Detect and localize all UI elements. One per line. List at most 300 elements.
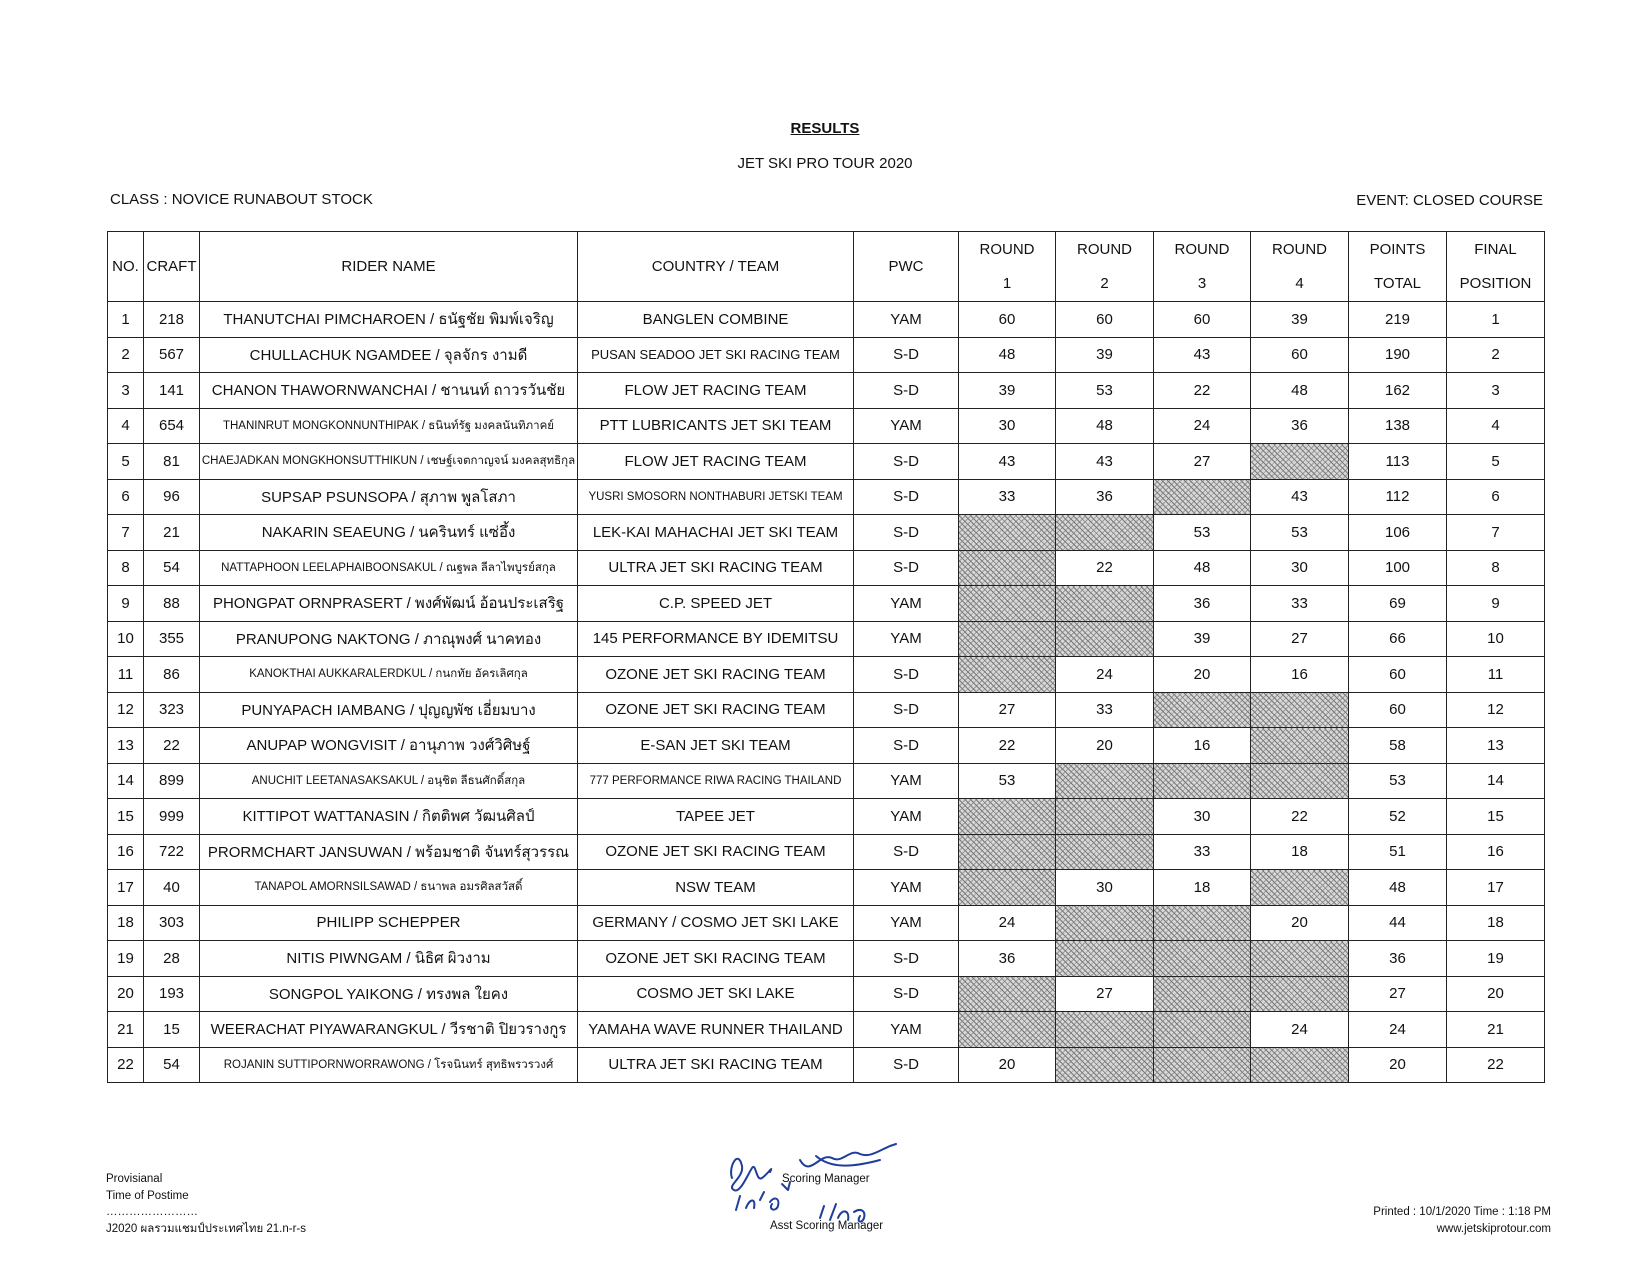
header-round-2-top: ROUND	[1077, 240, 1132, 258]
cell-points-total: 219	[1349, 302, 1447, 338]
cell-no: 8	[108, 550, 144, 586]
cell-pwc: YAM	[854, 763, 959, 799]
cell-rider-name: KANOKTHAI AUKKARALERDKUL / กนกทัย อัครเลิศกุล	[200, 657, 578, 693]
cell-round-2: 36	[1056, 479, 1154, 515]
cell-craft: 323	[144, 692, 200, 728]
asst-scoring-manager-label: Asst Scoring Manager	[770, 1219, 884, 1232]
cell-final-position: 6	[1447, 479, 1545, 515]
cell-round-1: 20	[959, 1047, 1056, 1083]
cell-rider-name: ROJANIN SUTTIPORNWORRAWONG / โรจนินทร์ สุทธิพรวรวงศ์	[200, 1047, 578, 1083]
cell-no: 1	[108, 302, 144, 338]
cell-rider-name: PRANUPONG NAKTONG / ภาณุพงศ์ นาคทอง	[200, 621, 578, 657]
cell-round-1: 22	[959, 728, 1056, 764]
cell-pwc: S-D	[854, 728, 959, 764]
cell-pwc: S-D	[854, 373, 959, 409]
cell-no: 16	[108, 834, 144, 870]
cell-round-1	[959, 976, 1056, 1012]
cell-country-team: LEK-KAI MAHACHAI JET SKI TEAM	[578, 515, 854, 551]
printed-timestamp: Printed : 10/1/2020 Time : 1:18 PM	[1373, 1206, 1551, 1218]
cell-points-total: 138	[1349, 408, 1447, 444]
table-row	[108, 621, 1545, 657]
header-round-1-bottom: 1	[1002, 274, 1012, 292]
table-row	[108, 657, 1545, 693]
cell-round-4: 24	[1251, 1012, 1349, 1048]
cell-round-2	[1056, 941, 1154, 977]
cell-craft: 218	[144, 302, 200, 338]
cell-final-position: 3	[1447, 373, 1545, 409]
cell-round-1	[959, 586, 1056, 622]
cell-country-team: OZONE JET SKI RACING TEAM	[578, 834, 854, 870]
cell-country-team: COSMO JET SKI LAKE	[578, 976, 854, 1012]
cell-craft: 81	[144, 444, 200, 480]
cell-craft: 999	[144, 799, 200, 835]
cell-points-total: 24	[1349, 1012, 1447, 1048]
table-row	[108, 763, 1545, 799]
cell-round-1	[959, 799, 1056, 835]
cell-craft: 40	[144, 870, 200, 906]
cell-pwc: YAM	[854, 799, 959, 835]
table-row	[108, 302, 1545, 338]
cell-round-3	[1154, 976, 1251, 1012]
header-final-bottom: POSITION	[1459, 274, 1532, 292]
cell-rider-name: NITIS PIWNGAM / นิธิศ ผิวงาม	[200, 941, 578, 977]
cell-country-team: 145 PERFORMANCE BY IDEMITSU	[578, 621, 854, 657]
table-row	[108, 1012, 1545, 1048]
cell-round-4	[1251, 941, 1349, 977]
cell-no: 19	[108, 941, 144, 977]
cell-round-1: 33	[959, 479, 1056, 515]
cell-craft: 28	[144, 941, 200, 977]
table-row	[108, 799, 1545, 835]
header-round-3-top: ROUND	[1174, 240, 1230, 258]
cell-final-position: 9	[1447, 586, 1545, 622]
cell-points-total: 112	[1349, 479, 1447, 515]
cell-round-4	[1251, 870, 1349, 906]
cell-craft: 15	[144, 1012, 200, 1048]
cell-round-3: 24	[1154, 408, 1251, 444]
cell-craft: 193	[144, 976, 200, 1012]
cell-round-1: 27	[959, 692, 1056, 728]
cell-round-3	[1154, 692, 1251, 728]
cell-craft: 355	[144, 621, 200, 657]
cell-country-team: PUSAN SEADOO JET SKI RACING TEAM	[578, 337, 854, 373]
cell-no: 20	[108, 976, 144, 1012]
cell-round-4: 18	[1251, 834, 1349, 870]
header-craft: CRAFT	[144, 232, 200, 302]
cell-round-4	[1251, 976, 1349, 1012]
cell-final-position: 18	[1447, 905, 1545, 941]
cell-no: 3	[108, 373, 144, 409]
cell-no: 4	[108, 408, 144, 444]
header-points-bottom: TOTAL	[1374, 274, 1421, 292]
table-row	[108, 976, 1545, 1012]
cell-round-4: 33	[1251, 586, 1349, 622]
cell-round-3: 20	[1154, 657, 1251, 693]
event-label: EVENT: CLOSED COURSE	[1356, 192, 1543, 209]
cell-round-4: 16	[1251, 657, 1349, 693]
header-round-3-bottom: 3	[1197, 274, 1207, 292]
cell-round-2: 33	[1056, 692, 1154, 728]
cell-round-2	[1056, 834, 1154, 870]
table-row	[108, 728, 1545, 764]
cell-rider-name: CHULLACHUK NGAMDEE / จุลจักร งามดี	[200, 337, 578, 373]
class-label: CLASS : NOVICE RUNABOUT STOCK	[110, 191, 373, 208]
cell-pwc: S-D	[854, 515, 959, 551]
cell-craft: 303	[144, 905, 200, 941]
cell-country-team: ULTRA JET SKI RACING TEAM	[578, 1047, 854, 1083]
cell-rider-name: KITTIPOT WATTANASIN / กิตติพศ วัฒนศิลป์	[200, 799, 578, 835]
header-no: NO.	[108, 232, 144, 302]
cell-round-4	[1251, 728, 1349, 764]
cell-round-4: 48	[1251, 373, 1349, 409]
cell-round-1: 43	[959, 444, 1056, 480]
cell-rider-name: SUPSAP PSUNSOPA / สุภาพ พูลโสภา	[200, 479, 578, 515]
cell-rider-name: PHILIPP SCHEPPER	[200, 905, 578, 941]
cell-craft: 654	[144, 408, 200, 444]
cell-round-1	[959, 657, 1056, 693]
cell-round-2	[1056, 799, 1154, 835]
cell-no: 7	[108, 515, 144, 551]
cell-round-4: 60	[1251, 337, 1349, 373]
header-pwc: PWC	[854, 232, 959, 302]
cell-final-position: 10	[1447, 621, 1545, 657]
cell-round-2: 39	[1056, 337, 1154, 373]
cell-craft: 722	[144, 834, 200, 870]
cell-pwc: S-D	[854, 941, 959, 977]
cell-round-1	[959, 621, 1056, 657]
cell-round-3: 48	[1154, 550, 1251, 586]
cell-country-team: FLOW JET RACING TEAM	[578, 444, 854, 480]
table-row	[108, 444, 1545, 480]
cell-craft: 22	[144, 728, 200, 764]
table-row	[108, 870, 1545, 906]
cell-final-position: 7	[1447, 515, 1545, 551]
cell-round-4: 27	[1251, 621, 1349, 657]
cell-round-2: 60	[1056, 302, 1154, 338]
cell-craft: 54	[144, 550, 200, 586]
cell-round-2: 43	[1056, 444, 1154, 480]
cell-round-2	[1056, 763, 1154, 799]
cell-round-2	[1056, 905, 1154, 941]
cell-round-1: 48	[959, 337, 1056, 373]
cell-round-4: 36	[1251, 408, 1349, 444]
cell-craft: 899	[144, 763, 200, 799]
cell-pwc: S-D	[854, 337, 959, 373]
cell-round-2	[1056, 1012, 1154, 1048]
cell-round-2: 53	[1056, 373, 1154, 409]
table-header-row	[108, 232, 1545, 302]
cell-no: 14	[108, 763, 144, 799]
cell-round-3: 53	[1154, 515, 1251, 551]
cell-country-team: OZONE JET SKI RACING TEAM	[578, 692, 854, 728]
cell-final-position: 21	[1447, 1012, 1545, 1048]
cell-country-team: PTT LUBRICANTS JET SKI TEAM	[578, 408, 854, 444]
cell-rider-name: ANUCHIT LEETANASAKSAKUL / อนุชิต ลีธนศักดิ์สกุล	[200, 763, 578, 799]
cell-rider-name: NAKARIN SEAEUNG / นครินทร์ แซ่อึ้ง	[200, 515, 578, 551]
cell-round-1: 36	[959, 941, 1056, 977]
cell-round-1	[959, 870, 1056, 906]
cell-round-3	[1154, 479, 1251, 515]
cell-country-team: OZONE JET SKI RACING TEAM	[578, 657, 854, 693]
cell-points-total: 44	[1349, 905, 1447, 941]
cell-points-total: 190	[1349, 337, 1447, 373]
cell-final-position: 16	[1447, 834, 1545, 870]
cell-final-position: 11	[1447, 657, 1545, 693]
cell-final-position: 2	[1447, 337, 1545, 373]
header-country-team: COUNTRY / TEAM	[578, 232, 854, 302]
cell-no: 21	[108, 1012, 144, 1048]
cell-points-total: 51	[1349, 834, 1447, 870]
footer-file-name: J2020 ผลรวมแชมป์ประเทศไทย 21.n-r-s	[106, 1222, 307, 1235]
cell-no: 9	[108, 586, 144, 622]
header-round-3	[1154, 232, 1251, 302]
cell-pwc: S-D	[854, 479, 959, 515]
cell-round-1: 53	[959, 763, 1056, 799]
cell-round-4: 20	[1251, 905, 1349, 941]
cell-final-position: 13	[1447, 728, 1545, 764]
cell-country-team: E-SAN JET SKI TEAM	[578, 728, 854, 764]
cell-round-2: 24	[1056, 657, 1154, 693]
cell-no: 15	[108, 799, 144, 835]
cell-no: 12	[108, 692, 144, 728]
header-round-4-top: ROUND	[1272, 240, 1327, 258]
cell-rider-name: CHAEJADKAN MONGKHONSUTTHIKUN / เชษฐ์เจตกาญจน์ มงคลสุทธิกุล	[200, 444, 578, 480]
tour-subtitle: JET SKI PRO TOUR 2020	[737, 155, 913, 172]
table-row	[108, 550, 1545, 586]
cell-craft: 21	[144, 515, 200, 551]
cell-round-3: 36	[1154, 586, 1251, 622]
cell-pwc: S-D	[854, 657, 959, 693]
cell-round-3	[1154, 1012, 1251, 1048]
header-round-4-bottom: 4	[1295, 274, 1304, 292]
footer-provisional: Provisianal	[106, 1173, 163, 1185]
cell-round-3: 22	[1154, 373, 1251, 409]
table-row	[108, 373, 1545, 409]
table-row	[108, 692, 1545, 728]
cell-rider-name: PUNYAPACH IAMBANG / ปุญญพัช เอี่ยมบาง	[200, 692, 578, 728]
cell-craft: 567	[144, 337, 200, 373]
header-final-position	[1447, 232, 1545, 302]
cell-round-4: 43	[1251, 479, 1349, 515]
table-row	[108, 408, 1545, 444]
cell-points-total: 100	[1349, 550, 1447, 586]
cell-final-position: 22	[1447, 1047, 1545, 1083]
cell-rider-name: WEERACHAT PIYAWARANGKUL / วีรชาติ ปิยวรางกูร	[200, 1012, 578, 1048]
cell-country-team: 777 PERFORMANCE RIWA RACING THAILAND	[578, 763, 854, 799]
cell-round-2: 27	[1056, 976, 1154, 1012]
header-round-2-bottom: 2	[1100, 274, 1109, 292]
table-row	[108, 515, 1545, 551]
header-round-1	[959, 232, 1056, 302]
cell-round-3	[1154, 905, 1251, 941]
cell-round-4: 39	[1251, 302, 1349, 338]
cell-no: 2	[108, 337, 144, 373]
cell-round-3: 60	[1154, 302, 1251, 338]
cell-pwc: S-D	[854, 976, 959, 1012]
header-rider-name: RIDER NAME	[200, 232, 578, 302]
cell-points-total: 60	[1349, 657, 1447, 693]
cell-pwc: YAM	[854, 1012, 959, 1048]
cell-pwc: YAM	[854, 302, 959, 338]
cell-final-position: 14	[1447, 763, 1545, 799]
cell-final-position: 19	[1447, 941, 1545, 977]
cell-rider-name: PRORMCHART JANSUWAN / พร้อมชาติ จันทร์สุวรรณ	[200, 834, 578, 870]
cell-round-3: 18	[1154, 870, 1251, 906]
cell-round-2: 22	[1056, 550, 1154, 586]
cell-final-position: 4	[1447, 408, 1545, 444]
cell-craft: 54	[144, 1047, 200, 1083]
results-title: RESULTS	[790, 120, 860, 137]
cell-pwc: S-D	[854, 444, 959, 480]
cell-final-position: 5	[1447, 444, 1545, 480]
cell-points-total: 58	[1349, 728, 1447, 764]
cell-final-position: 15	[1447, 799, 1545, 835]
footer-dotted-line: ……………………	[106, 1206, 198, 1218]
cell-pwc: S-D	[854, 1047, 959, 1083]
cell-round-4	[1251, 692, 1349, 728]
cell-round-1	[959, 550, 1056, 586]
cell-round-4	[1251, 763, 1349, 799]
cell-round-3: 43	[1154, 337, 1251, 373]
results-table	[107, 231, 1545, 1083]
table-row	[108, 337, 1545, 373]
website-link[interactable]: www.jetskiprotour.com	[1436, 1222, 1551, 1235]
cell-round-1: 60	[959, 302, 1056, 338]
footer-right	[1373, 1204, 1551, 1237]
cell-round-1	[959, 515, 1056, 551]
header-round-1-top: ROUND	[979, 240, 1035, 258]
table-row	[108, 586, 1545, 622]
header-final-top: FINAL	[1474, 240, 1517, 258]
cell-pwc: YAM	[854, 586, 959, 622]
cell-no: 17	[108, 870, 144, 906]
cell-pwc: YAM	[854, 870, 959, 906]
cell-no: 5	[108, 444, 144, 480]
cell-no: 13	[108, 728, 144, 764]
cell-round-4: 30	[1251, 550, 1349, 586]
cell-points-total: 162	[1349, 373, 1447, 409]
cell-round-4	[1251, 1047, 1349, 1083]
table-row	[108, 941, 1545, 977]
cell-round-3: 30	[1154, 799, 1251, 835]
cell-craft: 96	[144, 479, 200, 515]
cell-round-3: 33	[1154, 834, 1251, 870]
cell-craft: 88	[144, 586, 200, 622]
cell-points-total: 52	[1349, 799, 1447, 835]
cell-final-position: 8	[1447, 550, 1545, 586]
cell-round-2: 20	[1056, 728, 1154, 764]
cell-final-position: 12	[1447, 692, 1545, 728]
cell-points-total: 66	[1349, 621, 1447, 657]
table-row	[108, 479, 1545, 515]
cell-country-team: YAMAHA WAVE RUNNER THAILAND	[578, 1012, 854, 1048]
cell-points-total: 36	[1349, 941, 1447, 977]
cell-round-2	[1056, 515, 1154, 551]
cell-round-2: 48	[1056, 408, 1154, 444]
footer-left	[106, 1171, 306, 1237]
footer-time-of-postime: Time of Postime	[106, 1189, 189, 1202]
header-points-top: POINTS	[1369, 240, 1426, 258]
cell-points-total: 69	[1349, 586, 1447, 622]
cell-country-team: C.P. SPEED JET	[578, 586, 854, 622]
cell-rider-name: CHANON THAWORNWANCHAI / ชานนท์ ถาวรวันชัย	[200, 373, 578, 409]
cell-pwc: YAM	[854, 408, 959, 444]
cell-rider-name: THANINRUT MONGKONNUNTHIPAK / ธนินท์รัฐ มงคลนันทิภาคย์	[200, 408, 578, 444]
cell-points-total: 27	[1349, 976, 1447, 1012]
cell-round-1	[959, 1012, 1056, 1048]
cell-points-total: 60	[1349, 692, 1447, 728]
cell-no: 22	[108, 1047, 144, 1083]
header-round-2	[1056, 232, 1154, 302]
cell-craft: 86	[144, 657, 200, 693]
cell-rider-name: PHONGPAT ORNPRASERT / พงศ์พัฒน์ อ้อนประเสริฐ	[200, 586, 578, 622]
cell-round-2: 30	[1056, 870, 1154, 906]
header-round-4	[1251, 232, 1349, 302]
table-row	[108, 834, 1545, 870]
cell-round-2	[1056, 1047, 1154, 1083]
cell-round-3: 39	[1154, 621, 1251, 657]
cell-final-position: 20	[1447, 976, 1545, 1012]
cell-pwc: YAM	[854, 905, 959, 941]
cell-country-team: FLOW JET RACING TEAM	[578, 373, 854, 409]
cell-craft: 141	[144, 373, 200, 409]
cell-points-total: 20	[1349, 1047, 1447, 1083]
cell-country-team: GERMANY / COSMO JET SKI LAKE	[578, 905, 854, 941]
scoring-manager-label: Scoring Manager	[782, 1173, 870, 1185]
table-row	[108, 905, 1545, 941]
results-body	[108, 302, 1545, 1083]
cell-round-1: 39	[959, 373, 1056, 409]
header-points-total	[1349, 232, 1447, 302]
cell-round-3: 16	[1154, 728, 1251, 764]
cell-country-team: NSW TEAM	[578, 870, 854, 906]
cell-round-4: 53	[1251, 515, 1349, 551]
cell-rider-name: ANUPAP WONGVISIT / อานุภาพ วงศ์วิศิษฐ์	[200, 728, 578, 764]
footer-center	[770, 1171, 883, 1234]
cell-country-team: BANGLEN COMBINE	[578, 302, 854, 338]
cell-final-position: 17	[1447, 870, 1545, 906]
cell-round-3	[1154, 941, 1251, 977]
cell-points-total: 53	[1349, 763, 1447, 799]
table-row	[108, 1047, 1545, 1083]
cell-pwc: S-D	[854, 692, 959, 728]
cell-round-3	[1154, 763, 1251, 799]
cell-round-3	[1154, 1047, 1251, 1083]
cell-no: 10	[108, 621, 144, 657]
cell-points-total: 48	[1349, 870, 1447, 906]
cell-no: 6	[108, 479, 144, 515]
cell-pwc: YAM	[854, 621, 959, 657]
cell-points-total: 113	[1349, 444, 1447, 480]
cell-round-3: 27	[1154, 444, 1251, 480]
cell-round-4	[1251, 444, 1349, 480]
cell-round-1	[959, 834, 1056, 870]
cell-round-1: 30	[959, 408, 1056, 444]
cell-round-1: 24	[959, 905, 1056, 941]
cell-rider-name: SONGPOL YAIKONG / ทรงพล ใยคง	[200, 976, 578, 1012]
cell-round-2	[1056, 621, 1154, 657]
cell-points-total: 106	[1349, 515, 1447, 551]
cell-rider-name: TANAPOL AMORNSILSAWAD / ธนาพล อมรศิลสวัสดิ์	[200, 870, 578, 906]
cell-round-2	[1056, 586, 1154, 622]
cell-no: 18	[108, 905, 144, 941]
cell-round-4: 22	[1251, 799, 1349, 835]
cell-rider-name: NATTAPHOON LEELAPHAIBOONSAKUL / ณฐพล ลีลาไพบูรย์สกุล	[200, 550, 578, 586]
cell-country-team: OZONE JET SKI RACING TEAM	[578, 941, 854, 977]
cell-country-team: YUSRI SMOSORN NONTHABURI JETSKI TEAM	[578, 479, 854, 515]
cell-country-team: TAPEE JET	[578, 799, 854, 835]
cell-rider-name: THANUTCHAI PIMCHAROEN / ธนัฐชัย พิมพ์เจริญ	[200, 302, 578, 338]
